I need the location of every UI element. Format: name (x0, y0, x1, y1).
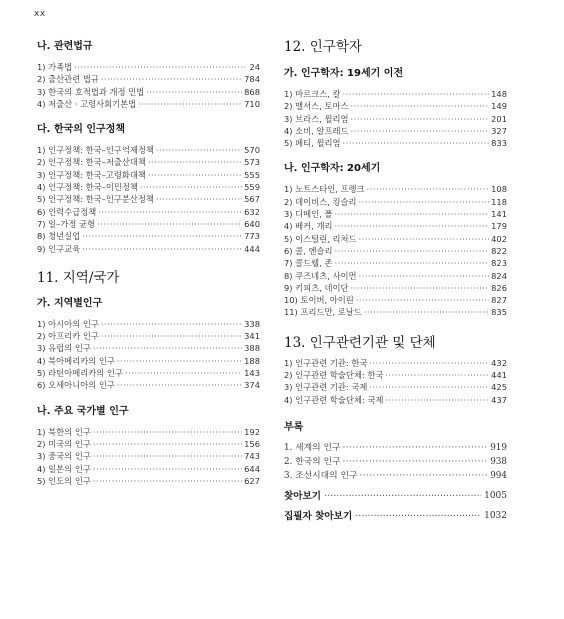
section-title-countries: 나. 주요 국가별 인구 (37, 405, 129, 417)
toc-entry[interactable]: 7) 일–가정 균형 ····· 640 (37, 218, 260, 230)
list-laws (37, 61, 260, 110)
toc-entry[interactable]: 3) 인구정책: 한국–고령화대책 ····· 555 (37, 169, 260, 181)
toc-entry[interactable]: 7) 콜드웰, 존 ····· 823 (284, 257, 507, 269)
toc-entry[interactable]: 2) 인구정책: 한국–저출산대책 ····· 573 (37, 156, 260, 168)
toc-entry[interactable]: 1) 북한의 인구 ····· 192 (37, 426, 260, 438)
toc-entry[interactable]: 3) 디메인, 폴 ····· 141 (284, 208, 507, 220)
toc-entry[interactable]: 1) 인구정책: 한국–인구억제정책 ····· 570 (37, 144, 260, 156)
chapter-title-13: 13. 인구관련기관 및 단체 (284, 334, 436, 351)
toc-entry[interactable]: 2. 한국의 인구 ····· 938 (284, 455, 507, 469)
section-title-20c: 나. 인구학자: 20세기 (284, 163, 381, 175)
toc-entry[interactable]: 2) 미국의 인구 ····· 156 (37, 438, 260, 450)
toc-entry[interactable]: 2) 맬서스, 토마스 ····· 149 (284, 100, 507, 112)
toc-entry[interactable]: 3) 한국의 호적법과 개정 민법 ····· 868 (37, 86, 260, 98)
toc-entry[interactable]: 1. 세계의 인구 ····· 919 (284, 441, 507, 455)
index-entry[interactable]: 찾아보기 ····· 1005 (284, 489, 507, 504)
toc-entry[interactable]: 4) 베커, 개리 ····· 179 (284, 220, 507, 232)
toc-entry[interactable]: 6) 인력수급정책 ····· 632 (37, 206, 260, 218)
toc-entry[interactable]: 4) 일본의 인구 ····· 644 (37, 463, 260, 475)
section-title-laws: 나. 관련법규 (37, 41, 93, 52)
toc-entry[interactable]: 1) 인구관련 기관: 한국 ····· 432 (284, 357, 507, 369)
toc-entry[interactable]: 3. 조선시대의 인구 ····· 994 (284, 469, 507, 483)
section-title-pre19c: 가. 인구학자: 19세기 이전 (284, 68, 404, 79)
appendix-title: 부록 (284, 421, 304, 433)
toc-entry[interactable]: 8) 쿠즈네츠, 사이먼 ····· 824 (284, 270, 507, 282)
toc-entry[interactable]: 4) 북아메리카의 인구 ····· 188 (37, 355, 260, 367)
section-title-regional: 가. 지역별인구 (37, 297, 103, 309)
toc-entry[interactable]: 4) 소비, 알프레드 ····· 327 (284, 125, 507, 137)
list-countries (37, 426, 260, 487)
list-20c (284, 183, 507, 318)
chapter-title-11: 11. 지역/국가 (37, 269, 120, 286)
toc-entry[interactable]: 5) 인구정책: 한국–인구분산정책 ····· 567 (37, 193, 260, 205)
list-regional (37, 318, 260, 392)
toc-entry[interactable]: 3) 인구관련 기관: 국제 ····· 425 (284, 381, 507, 393)
toc-entry[interactable]: 2) 출산관련 법규 ····· 784 (37, 73, 260, 85)
toc-entry[interactable]: 11) 프리드만, 로날드 ····· 835 (284, 306, 507, 318)
toc-entry[interactable]: 6) 콜, 앤슬리 ····· 822 (284, 245, 507, 257)
author-index-entry[interactable]: 집필자 찾아보기 ····· 1032 (284, 509, 507, 524)
chapter-title-12: 12. 인구학자 (284, 39, 362, 55)
page-number: xx (34, 9, 46, 19)
toc-entry[interactable]: 10) 토이버, 아이린 ····· 827 (284, 294, 507, 306)
toc-entry[interactable]: 1) 가족법 ····· 24 (37, 61, 260, 73)
list-pre19c (284, 88, 507, 149)
toc-entry[interactable]: 5) 이스털린, 리처드 ····· 402 (284, 233, 507, 245)
toc-entry[interactable]: 2) 데이비스, 킹슬리 ····· 118 (284, 196, 507, 208)
toc-entry[interactable]: 8) 청년실업 ····· 773 (37, 230, 260, 242)
left-column (37, 38, 260, 487)
toc-entry[interactable]: 2) 인구관련 학술단체: 한국 ····· 441 (284, 369, 507, 381)
toc-entry[interactable]: 4) 저출산 · 고령사회기본법 ····· 710 (37, 98, 260, 110)
toc-entry[interactable]: 1) 아시아의 인구 ····· 338 (37, 318, 260, 330)
toc-entry[interactable]: 5) 페티, 윌리엄 ····· 833 (284, 137, 507, 149)
toc-entry[interactable]: 2) 아프리카 인구 ····· 341 (37, 330, 260, 342)
toc-entry[interactable]: 6) 오세아니아의 인구 ····· 374 (37, 379, 260, 391)
right-column (284, 38, 507, 524)
toc-entry[interactable]: 5) 라틴아메리카의 인구 ····· 143 (37, 367, 260, 379)
toc-entry[interactable]: 1) 노트스타인, 프랭크 ····· 108 (284, 183, 507, 195)
list-institutions (284, 357, 507, 406)
toc-entry[interactable]: 3) 유럽의 인구 ····· 388 (37, 342, 260, 354)
toc-entry[interactable]: 4) 인구정책: 한국–이민정책 ····· 559 (37, 181, 260, 193)
toc-entry[interactable]: 3) 중국의 인구 ····· 743 (37, 450, 260, 462)
toc-entry[interactable]: 9) 키피츠, 네이단 ····· 826 (284, 282, 507, 294)
section-title-policy: 다. 한국의 인구정책 (37, 124, 126, 136)
toc-entry[interactable]: 5) 인도의 인구 ····· 627 (37, 475, 260, 487)
toc-entry[interactable]: 3) 브라스, 윌리엄 ····· 201 (284, 113, 507, 125)
toc-entry[interactable]: 4) 인구관련 학술단체: 국제 ····· 437 (284, 394, 507, 406)
toc-entry[interactable]: 9) 인구교육 ····· 444 (37, 243, 260, 255)
list-appendix (284, 441, 507, 483)
toc-entry[interactable]: 1) 마르크스, 칼 ····· 148 (284, 88, 507, 100)
list-policy (37, 144, 260, 255)
